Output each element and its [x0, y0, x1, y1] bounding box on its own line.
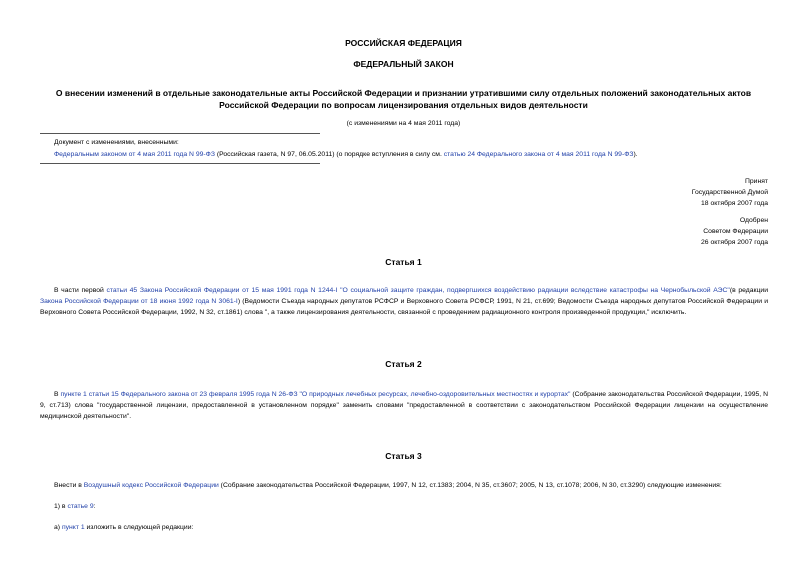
amending-law-link[interactable]: Федеральным законом от 4 мая 2011 года N 99-ФЗ [54, 150, 215, 158]
article3-item2 [54, 523, 193, 534]
article1-paragraph [40, 285, 768, 318]
article2-text-start: В [54, 391, 61, 398]
article2-heading: Статья 2 [385, 359, 422, 369]
law-type-heading: ФЕДЕРАЛЬНЫЙ ЗАКОН [353, 59, 454, 69]
point1-link[interactable]: пункт 1 [61, 524, 85, 531]
duma-line1: Принят [744, 178, 768, 185]
document-title-line2: Российской Федерации по вопросам лицензирования отдельных видов деятельности [219, 99, 588, 110]
item2-text-end: изложить в следующей редакции: [84, 524, 194, 531]
changes-text2: ). [633, 150, 638, 158]
item2-text-start: а) [54, 524, 62, 531]
article3-text1: (Собрание законодательства Российской Федерации, 1997, N 12, ст.1383; 2004, N 35, ст.3607; 2005, N 13, ст.1078; 2006, N 30, ст.3290) следующие изменения: [218, 482, 722, 489]
article3-text-start: Внести в [54, 482, 84, 489]
council-line1: Одобрен [739, 217, 768, 224]
article2-text1: (Собрание законодательства Российской Федерации, 1995, N 9, ст.713) слова "государственной лицензии, предоставленной в установленном порядке" заменить словами "предоставленной в соответствии с законодательством Российской Федерации лицензии на осуществление медицинской деятельности". [40, 391, 768, 420]
duma-line2: Государственной Думой [691, 189, 768, 196]
divider-top [40, 133, 320, 134]
changes-line [54, 150, 774, 161]
adoption-council [568, 215, 768, 248]
duma-date: 18 октября 2007 года [701, 200, 768, 207]
article1-text2: ) (Ведомости Съезда народных депутатов РСФСР и Верховного Совета РСФСР, 1991, N 21, ст.699; Ведомости Съезда народных депутатов Российской Федерации и Верховного Совета Российской Федерации, 1992, N 32, ст.1861) слова ", а также лицензирования деятельности, связанной с проведением радиационного контроля произведенной продукции," исключить. [40, 298, 769, 316]
divider-bottom [40, 163, 320, 164]
item1-text-start: 1) в [54, 503, 68, 510]
document-title-line1: О внесении изменений в отдельные законодательные акты Российской Федерации и признании утратившими силу отдельных положений законодательных актов [55, 88, 752, 98]
article1-heading: Статья 1 [385, 257, 422, 267]
document-title [0, 88, 807, 111]
changes-box [54, 138, 774, 160]
article1-text-start: В части первой [54, 287, 107, 294]
changes-label: Документ с изменениями, внесенными: [54, 139, 179, 146]
country-heading: РОССИЙСКАЯ ФЕДЕРАЦИЯ [345, 38, 462, 48]
article1-link-law3061[interactable]: Закона Российской Федерации от 18 июня 1992 года N 3061-I [40, 298, 238, 305]
article1-text1: (в редакции [729, 287, 769, 294]
article3-item1 [54, 502, 96, 513]
article3-paragraph [54, 481, 774, 492]
adoption-duma [568, 176, 768, 209]
air-code-link[interactable]: Воздушный кодекс Российской Федерации [83, 482, 219, 489]
revision-note: (с изменениями на 4 мая 2011 года) [346, 120, 461, 127]
article9-link[interactable]: статье 9 [67, 503, 94, 510]
article1-link-law1244[interactable]: статьи 45 Закона Российской Федерации от 15 мая 1991 года N 1244-I "О социальной защите граждан, подвергшихся воздействию радиации вследствие катастрофы на Чернобыльской АЭС" [106, 287, 730, 294]
item1-text-end: : [93, 503, 96, 510]
changes-text1: (Российская газета, N 97, 06.05.2011) (о порядке вступления в силу см. [214, 150, 444, 158]
article2-paragraph [40, 389, 768, 422]
article3-heading: Статья 3 [385, 451, 422, 461]
council-date: 26 октября 2007 года [701, 239, 768, 246]
article2-link-law26[interactable]: пункте 1 статьи 15 Федерального закона от 23 февраля 1995 года N 26-ФЗ "О природных лечебных ресурсах, лечебно-оздоровительных местностях и курортах" [60, 391, 571, 398]
council-line2: Советом Федерации [703, 228, 768, 235]
article24-link[interactable]: статью 24 Федерального закона от 4 мая 2011 года N 99-ФЗ [443, 150, 634, 158]
